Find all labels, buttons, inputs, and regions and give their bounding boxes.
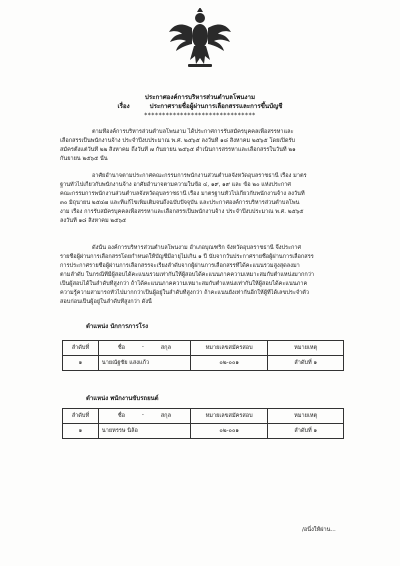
paragraph-line: ตามลำดับ ในกรณีที่มีผู้สอบได้คะแนนรวมเท่ากันให้ผู้สอบได้คะแนนภาคความเหมาะสมกับตำแหน่งมากกว่า xyxy=(60,272,315,278)
header-name-last: สกุล xyxy=(160,345,171,351)
header-exam-no: หมายเลขสมัครสอบ xyxy=(191,409,268,424)
paragraph-line: รายชื่อผู้ผ่านการเลือกสรรโดยกำหนดให้บัญชีมีอายุไม่เกิน ๑ ปี นับจากวันประกาศรายชื่อผู้ผ่านการเลือกสรร xyxy=(60,254,314,260)
paragraph-line: สอบก่อนเป็นผู้อยู่ในลำดับที่สูงกว่า ดังนี้ xyxy=(60,299,152,305)
paragraph-line: สมัครตั้งแต่วันที่ ๒๒ สิงหาคม ถึงวันที่ ๗ กันยายน ๒๕๖๕ ดำเนินการสรรหาและเลือกสรรในวันที่ ๒๑ xyxy=(60,147,296,153)
paragraph-authority xyxy=(60,172,348,226)
document-subject xyxy=(0,103,400,111)
paragraph-line: ตามที่องค์การบริหารส่วนตำบลโพนงาม ได้ประกาศการรับสมัครบุคคลเพื่อสรรหาและ xyxy=(92,129,294,135)
cell-exam-no: ๐๒-๐๐๑ xyxy=(191,356,268,371)
table-row xyxy=(63,356,344,371)
paragraph-line: เลือกสรรเป็นพนักงานจ้าง ประจำปีงบประมาณ พ.ศ. ๒๕๖๕ ลงวันที่ ๑๘ สิงหาคม ๒๕๖๕ โดยเปิดรับ xyxy=(60,138,296,144)
cell-order: ๑ xyxy=(63,424,99,439)
paragraph-line: กันยายน ๒๕๖๕ นั้น xyxy=(60,156,108,162)
paragraph-line: ฐานทั่วไปเกี่ยวกับพนักงานจ้าง อาศัยอำนาจตามความในข้อ ๔, ๑๙, ๑๙ และ ข้อ ๒๐ แห่งประกาศ xyxy=(60,182,291,188)
header-name xyxy=(98,409,190,424)
paragraph-announcement xyxy=(60,128,348,164)
header-name-dash: - xyxy=(141,344,144,350)
results-table-driver xyxy=(62,408,344,439)
header-name-first: ชื่อ xyxy=(117,413,126,419)
section-heading-driver: ตำแหน่ง พนักงานขับรถยนต์ xyxy=(86,395,159,402)
title-divider: ******************************* xyxy=(144,112,256,119)
paragraph-line: การประกาศรายชื่อผู้ผ่านการเลือกสรรจะเรียงลำดับจากผู้ผ่านการเลือกสรรที่ได้คะแนนรวมสูงสุดลงมา xyxy=(60,263,300,269)
subject-label: เรื่อง xyxy=(117,103,130,110)
header-order: ลำดับที่ xyxy=(63,409,99,424)
header-exam-no: หมายเลขสมัครสอบ xyxy=(191,341,268,356)
header-name xyxy=(98,341,190,356)
subject-text: ประกาศรายชื่อผู้ผ่านการเลือกสรรและการขึ้นบัญชี xyxy=(149,103,283,110)
paragraph-line: งาม เรื่อง การรับสมัครบุคคลเพื่อสรรหาและเลือกสรรเป็นพนักงานจ้าง ประจำปีงบประมาณ พ.ศ. ๒๕๖๕ xyxy=(60,209,304,215)
paragraph-line: คณะกรรมการพนักงานส่วนตำบลจังหวัดอุบลราชธานี เรื่อง มาตรฐานทั่วไปเกี่ยวกับพนักงานจ้าง ลงวันที่ xyxy=(60,191,305,197)
paragraph-line: ความรู้ความสามารถทั่วไปมากกว่าเป็นผู้อยู่ในลำดับที่สูงกว่า ถ้าคะแนนยังเท่ากันอีกให้ผู้ที่ได้เลขประจำตัว xyxy=(60,290,310,296)
header-remark: หมายเหตุ xyxy=(268,409,344,424)
cell-remark: ลำดับที่ ๑ xyxy=(268,424,344,439)
header-name-first: ชื่อ xyxy=(117,345,126,351)
header-name-last: สกุล xyxy=(160,413,171,419)
table-header-row xyxy=(63,409,344,424)
table-row xyxy=(63,424,344,439)
paragraph-line: อาศัยอำนาจตามประกาศคณะกรรมการพนักงานส่วนตำบลจังหวัดอุบลราชธานี เรื่อง มาตร xyxy=(92,173,307,179)
cell-remark: ลำดับที่ ๑ xyxy=(268,356,344,371)
cell-order: ๑ xyxy=(63,356,99,371)
header-order: ลำดับที่ xyxy=(63,341,99,356)
cell-name: นายณัฐชัย แสงแก้ว xyxy=(98,356,190,371)
paragraph-line: ดังนั้น องค์การบริหารส่วนตำบลโพนงาม อำเภอบุณฑริก จังหวัดอุบลราชธานี จึงประกาศ xyxy=(92,245,302,251)
header-remark: หมายเหตุ xyxy=(268,341,344,356)
garuda-emblem-icon xyxy=(168,8,232,70)
results-table-janitor xyxy=(62,340,344,371)
table-header-row xyxy=(63,341,344,356)
paragraph-line: ๓๐ มิถุนายน ๒๕๔๗ และที่แก้ไขเพิ่มเติมจนถึงฉบับปัจจุบัน และประกาศองค์การบริหารส่วนตำบลโพน xyxy=(60,200,300,206)
header-name-dash: - xyxy=(141,412,144,418)
continuation-note: /อนึ่งให้ผ่าน... xyxy=(302,527,336,533)
cell-exam-no: ๐๒-๐๐๑ xyxy=(191,424,268,439)
document-title: ประกาศองค์การบริหารส่วนตำบลโพนงาม xyxy=(144,94,256,101)
cell-name: นายหรรษ นิล้อ xyxy=(98,424,190,439)
paragraph-line: ลงวันที่ ๑๘ สิงหาคม ๒๕๖๕ xyxy=(60,218,127,224)
paragraph-result xyxy=(60,244,348,307)
section-heading-janitor: ตำแหน่ง นักการภารโรง xyxy=(86,323,149,330)
paragraph-line: เป็นผู้สอบได้ในลำดับที่สูงกว่า ถ้าได้คะแนนภาคความเหมาะสมกับตำแหน่งเท่ากันให้ผู้สอบได้คะแนนภาค xyxy=(60,281,308,287)
